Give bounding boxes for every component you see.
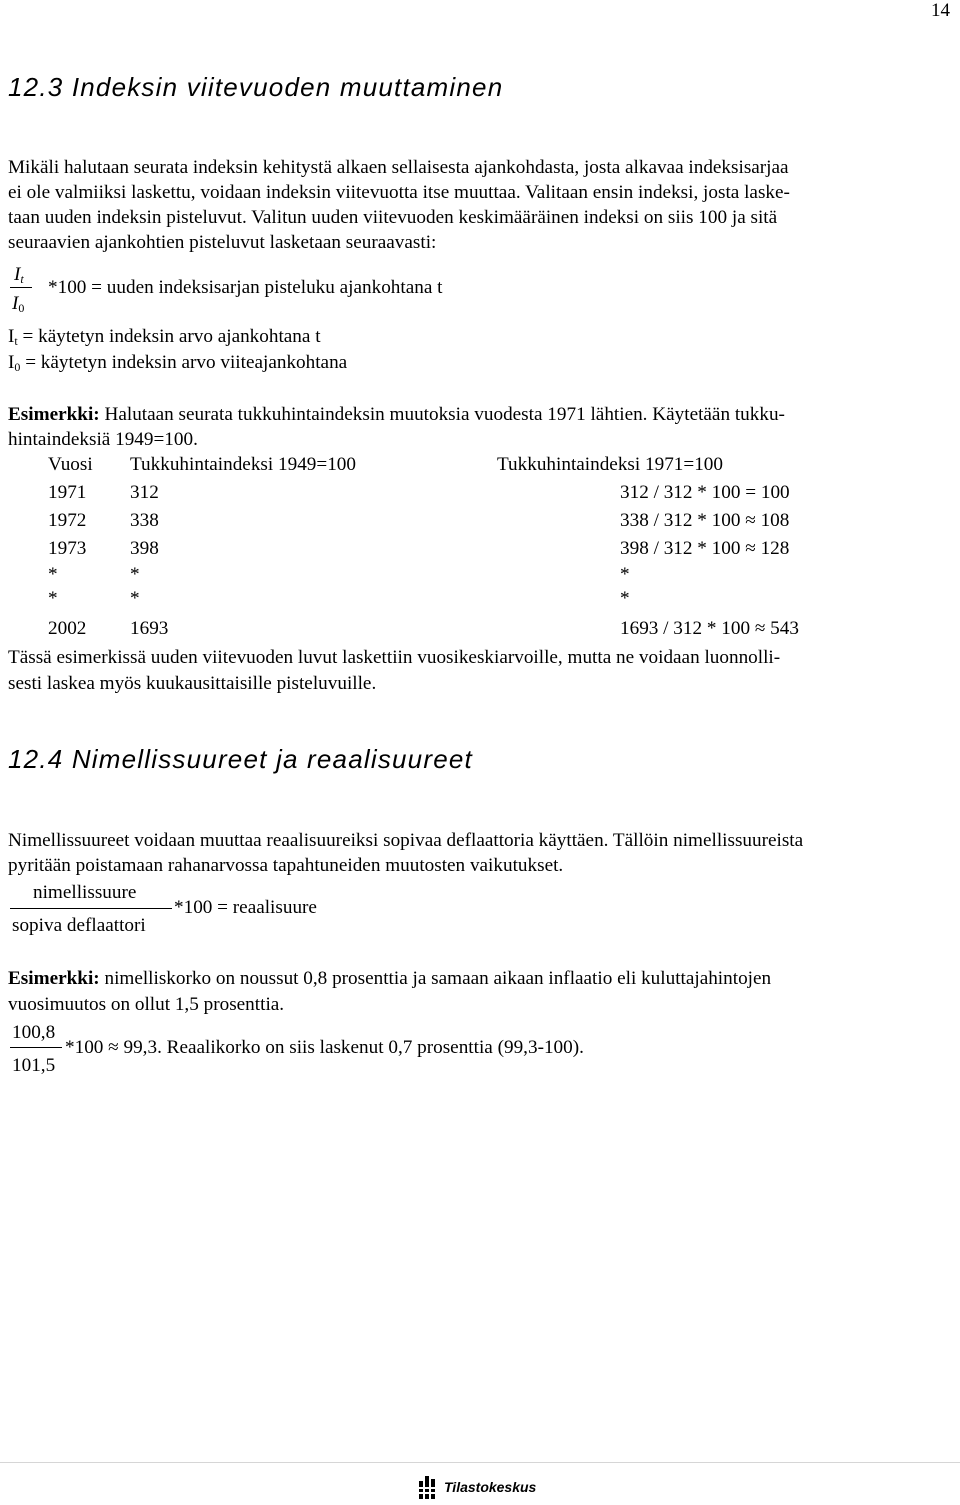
table-row-4-index: * — [130, 564, 140, 585]
table-header-year: Vuosi — [48, 454, 93, 475]
table-row-2-index: 338 — [130, 510, 159, 531]
intro-line-4: seuraavien ajankohtien pisteluvut lasketaan seuraavasti: — [8, 232, 437, 253]
definition-i0-symbol: I — [8, 352, 15, 373]
real-rate-calculation — [8, 1020, 728, 1082]
definition-it-symbol: I — [8, 326, 15, 347]
table-header-1971: Tukkuhintaindeksi 1971=100 — [497, 454, 723, 475]
definition-it-sub: t — [14, 334, 18, 348]
definition-i0-sub: 0 — [14, 360, 21, 374]
definition-i0-text: = käytetyn indeksin arvo viiteajankohtana — [20, 352, 348, 373]
section2-line-1: Nimellissuureet voidaan muuttaa reaalisuureiksi sopivaa deflaattoria käyttäen. Tällöin nimellissuureista — [8, 830, 804, 851]
real-formula-rest: *100 = reaalisuure — [174, 897, 317, 918]
formula-rest: *100 = uuden indeksisarjan pisteluku ajankohtana t — [48, 277, 443, 298]
calc-fraction-line — [10, 1047, 62, 1048]
table-row-1-index: 312 — [130, 482, 159, 503]
definition-it — [8, 324, 321, 350]
real-value-formula — [8, 880, 408, 942]
example2-line-2: vuosimuutos on ollut 1,5 prosenttia. — [8, 994, 285, 1015]
table-row-6-calc: 1693 / 312 * 100 ≈ 543 — [620, 618, 799, 639]
definition-i0 — [8, 350, 347, 376]
index-formula — [8, 260, 568, 324]
example1-line-2: hintaindeksiä 1949=100. — [8, 429, 198, 450]
example2-label: Esimerkki: — [8, 968, 100, 989]
footer-logo-text: Tilastokeskus — [444, 1479, 537, 1495]
table-row-5-calc: * — [620, 588, 630, 609]
section-heading-12-4: 12.4 Nimellissuureet ja reaalisuureet — [8, 744, 473, 774]
example2-text: nimelliskorko on noussut 0,8 prosenttia ja samaan aikaan inflaatio eli kuluttajahintojen — [99, 968, 772, 989]
calc-denominator: 101,5 — [12, 1055, 56, 1076]
table-row-4-year: * — [48, 564, 58, 585]
intro-line-3: taan uuden indeksin pisteluvut. Valitun uuden viitevuoden keskimääräinen indeksi on siis 100 ja sitä — [8, 207, 778, 228]
table-row-1-calc: 312 / 312 * 100 = 100 — [620, 482, 790, 503]
table-row-6-index: 1693 — [130, 618, 169, 639]
formula-numerator-symbol: I — [14, 264, 21, 285]
section-heading-12-3: 12.3 Indeksin viitevuoden muuttaminen — [8, 72, 504, 102]
footer-logo — [418, 1475, 558, 1503]
table-row-2-calc: 338 / 312 * 100 ≈ 108 — [620, 510, 790, 531]
table-row-5-year: * — [48, 588, 58, 609]
real-formula-denominator: sopiva deflaattori — [12, 915, 146, 936]
formula-denominator — [12, 291, 24, 317]
table-row-3-year: 1973 — [48, 538, 87, 559]
example1-label: Esimerkki: — [8, 404, 100, 425]
real-formula-fraction-line — [10, 908, 172, 909]
example1-text: Halutaan seurata tukkuhintaindeksin muutoksia vuodesta 1971 lähtien. Käytetään tukku- — [99, 404, 785, 425]
page-number: 14 — [931, 0, 950, 21]
table-header-1949: Tukkuhintaindeksi 1949=100 — [130, 454, 356, 475]
table-row-1-year: 1971 — [48, 482, 87, 503]
calc-result — [65, 1035, 584, 1061]
table-row-2-year: 1972 — [48, 510, 87, 531]
intro-line-2: ei ole valmiiksi laskettu, voidaan indeksin viitevuotta itse muuttaa. Valitaan ensin indeksi, josta laske- — [8, 182, 790, 203]
calc-numerator: 100,8 — [12, 1022, 56, 1043]
table-row-4-calc: * — [620, 564, 630, 585]
table-row-3-index: 398 — [130, 538, 159, 559]
formula-denominator-sub: 0 — [18, 301, 25, 315]
intro-line-1: Mikäli halutaan seurata indeksin kehitystä alkaen sellaisesta ajankohdasta, josta alkavaa indeksisarjaa — [8, 157, 789, 178]
table-row-3-calc: 398 / 312 * 100 ≈ 128 — [620, 538, 790, 559]
formula-fraction-line — [10, 287, 32, 288]
tilastokeskus-logo-icon — [418, 1475, 440, 1501]
table-row-5-index: * — [130, 588, 140, 609]
calc-rest: *100 ≈ 99,3 — [65, 1037, 158, 1058]
table-row-6-year: 2002 — [48, 618, 87, 639]
section2-line-2: pyritään poistamaan rahanarvossa tapahtuneiden muutosten vaikutukset. — [8, 855, 564, 876]
formula-denominator-symbol: I — [12, 293, 19, 314]
example2-line-1 — [8, 966, 771, 992]
after-table-line-1: Tässä esimerkissä uuden viitevuoden luvut laskettiin vuosikeskiarvoille, mutta ne voidaan luonnolli- — [8, 647, 781, 668]
definition-it-text: = käytetyn indeksin arvo ajankohtana t — [17, 326, 321, 347]
calc-tail: . Reaalikorko on siis laskenut 0,7 prosenttia (99,3-100). — [157, 1037, 584, 1058]
index-table — [0, 454, 960, 644]
real-formula-numerator: nimellissuure — [33, 882, 137, 903]
example1-line-1 — [8, 402, 785, 428]
after-table-line-2: sesti laskea myös kuukausittaisille pisteluvuille. — [8, 673, 377, 694]
formula-numerator — [14, 262, 24, 288]
footer-rule — [0, 1462, 960, 1463]
formula-numerator-sub: t — [20, 272, 24, 286]
